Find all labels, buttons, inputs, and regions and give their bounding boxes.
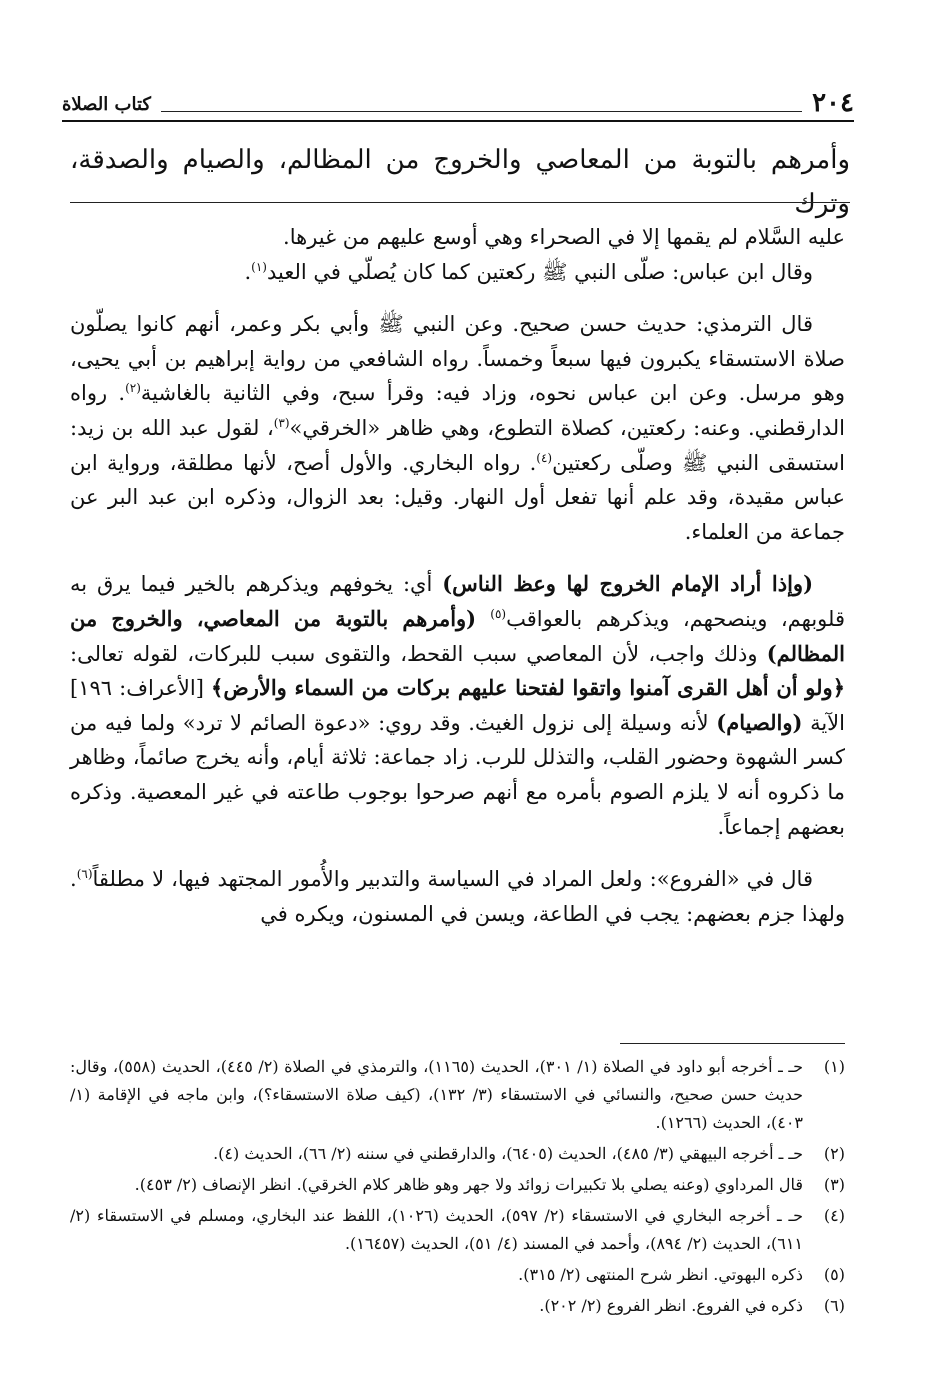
footnote	[70, 1202, 845, 1258]
footnote-ref[interactable]: (١)	[251, 259, 267, 274]
header-divider	[161, 111, 802, 112]
footnote	[70, 1053, 845, 1137]
footnote	[70, 1292, 845, 1320]
matn-quote: (والصيام)	[716, 709, 803, 735]
quran-verse: ﴿ولو أن أهل القرى آمنوا واتقوا لفتحنا عليهم بركات من السماء والأرض﴾	[211, 675, 845, 701]
footnote-number: (٤)	[823, 1206, 845, 1225]
footnote-number: (٦)	[823, 1296, 845, 1315]
matn-text: وأمرهم بالتوبة من المعاصي والخروج من المظالم، والصيام والصدقة، وترك	[70, 145, 850, 219]
paragraph-1: عليه السَّلام لم يقمها إلا في الصحراء وهي أوسع عليهم من غيرها.	[283, 225, 845, 249]
paragraph-2: وقال ابن عباس: صلّى النبي ﷺ ركعتين كما كان يُصلّي في العيد$^{(١)}$.	[244, 259, 813, 284]
footnote-number: (٣)	[823, 1175, 845, 1194]
footnote-text: ذكره في الفروع. انظر الفروع (٢/ ٢٠٢).	[539, 1296, 803, 1315]
footnote-text: قال المرداوي (وعنه يصلي بلا تكبيرات زوائد ولا جهر وهو ظاهر كلام الخرقي). انظر الإنصاف (٢/ ٤٥٣).	[134, 1175, 803, 1194]
paragraph-4: (وإذا أراد الإمام الخروج لها وعظ الناس) أي: يخوفهم ويذكرهم بالخير فيما يرق به قلوبهم، وينصحهم، ويذكرهم بالعواقب$^{(٥)}$ (وأمرهم بالتوبة من المعاصي، والخروج من المظالم) وذلك واجب، لأن المعاصي سبب القحط، والتقوى سبب للبركات، لقوله تعالى: ﴿ولو أن أهل القرى آمنوا واتقوا لفتحنا عليهم بركات من السماء والأرض﴾ [الأعراف: ١٩٦] الآية (والصيام) لأنه وسيلة إلى نزول الغيث. وقد روي: «دعوة الصائم لا ترد» ولما فيه من كسر الشهوة وحضور القلب، والتذلل للرب. زاد جماعة: ثلاثة أيام، وأنه يخرج صائماً، وظاهر ما ذكروه أنه لا يلزم الصوم بأمره مع أنهم صرحوا بوجوب طاعته في غير المعصية. وذكره بعضهم إجماعاً.	[70, 571, 845, 839]
footnote	[70, 1171, 845, 1199]
page-number: ٢٠٤	[812, 88, 854, 118]
footnote-number: (٥)	[823, 1265, 845, 1284]
footnote-ref[interactable]: (٥)	[490, 606, 507, 621]
footnote-text: حـ ـ أخرجه أبو داود في الصلاة (١/ ٣٠١)، الحديث (١١٦٥)، والترمذي في الصلاة (٢/ ٤٤٥)، الحديث (٥٥٨)، وقال: حديث حسن صحيح، والنسائي في الاستسقاء (٣/ ١٣٢)، (كيف صلاة الاستسقاء؟)، وابن ماجه في الإقامة (١/ ٤٠٣)، الحديث (١٢٦٦).	[70, 1057, 804, 1132]
matn-quote: (وأمرهم بالتوبة من المعاصي، والخروج من المظالم)	[70, 605, 845, 666]
matn-divider	[70, 202, 850, 203]
footnote-ref[interactable]: (٤)	[536, 450, 553, 465]
footnote-ref[interactable]: (٦)	[76, 867, 93, 882]
footnote	[70, 1261, 845, 1289]
page-header	[62, 84, 854, 118]
footnote-number: (٢)	[823, 1144, 845, 1163]
commentary-body	[70, 220, 845, 931]
footnote-text: ذكره البهوتي. انظر شرح المنتهى (٢/ ٣١٥).	[518, 1265, 803, 1284]
footnote-number: (١)	[823, 1057, 845, 1076]
paragraph-3: قال الترمذي: حديث حسن صحيح. وعن النبي ﷺ وأبي بكر وعمر، أنهم كانوا يصلّون صلاة الاستسقاء يكبرون فيها سبعاً وخمساً. رواه الشافعي من رواية إبراهيم بن أبي يحيى، وهو مرسل. وعن ابن عباس نحوه، وزاد فيه: وقرأ سبح، وفي الثانية بالغاشية$^{(٢)}$. رواه الدارقطني. وعنه: ركعتين، كصلاة التطوع، وهي ظاهر «الخرقي»$^{(٣)}$، لقول عبد الله بن زيد: استسقى النبي ﷺ وصلّى ركعتين$^{(٤)}$. رواه البخاري. والأول أصح، لأنها مطلقة، ورواية ابن عباس مقيدة، وقد علم أنها تفعل أول النهار. وقيل: بعد الزوال، وذكره ابن عبد البر عن جماعة من العلماء.	[70, 312, 845, 544]
footnote-ref[interactable]: (٣)	[273, 415, 290, 430]
paragraph-5: قال في «الفروع»: ولعل المراد في السياسة والتدبير والأُمور المجتهد فيها، لا مطلقاً$^{(٦)}$. ولهذا جزم بعضهم: يجب في الطاعة، ويسن في المسنون، ويكره في	[70, 867, 845, 926]
matn-quote: (وإذا أراد الإمام الخروج لها وعظ الناس)	[442, 571, 813, 597]
header-rule	[62, 120, 854, 122]
footnote-text: حـ ـ أخرجه البيهقي (٣/ ٤٨٥)، الحديث (٦٤٠٥)، والدارقطني في سننه (٢/ ٦٦)، الحديث (٤).	[213, 1144, 803, 1163]
footnotes	[70, 1053, 845, 1323]
footnote-text: حـ ـ أخرجه البخاري في الاستسقاء (٢/ ٥٩٧)، الحديث (١٠٢٦)، اللفظ عند البخاري، ومسلم في الاستسقاء (٢/ ٦١١)، الحديث (٢/ ٨٩٤)، وأحمد في المسند (٤/ ٥١)، الحديث (١٦٤٥٧).	[70, 1206, 804, 1253]
book-title: كتاب الصلاة	[62, 94, 151, 115]
footnote-divider	[620, 1043, 845, 1044]
footnote-ref[interactable]: (٢)	[125, 381, 141, 396]
footnote	[70, 1140, 845, 1168]
